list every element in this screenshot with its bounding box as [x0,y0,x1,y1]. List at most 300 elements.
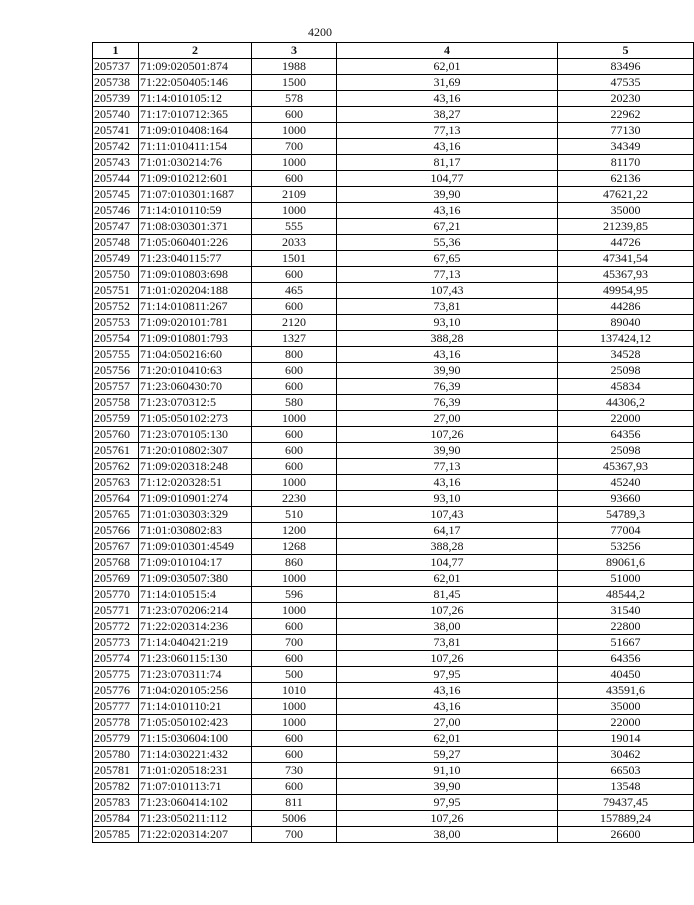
area-value-cell: 811 [252,795,337,811]
rate-value-cell: 93,10 [337,491,558,507]
cadastral-number-cell: 71:05:050102:273 [139,411,252,427]
total-value-cell: 53256 [558,539,694,555]
table-row [93,139,694,155]
record-number-cell: 205763 [93,475,139,491]
page-number: 4200 [308,25,332,39]
record-number-cell: 205764 [93,491,139,507]
area-value-cell: 600 [252,779,337,795]
area-value-cell: 1988 [252,59,337,75]
record-number-cell: 205741 [93,123,139,139]
total-value-cell: 20230 [558,91,694,107]
area-value-cell: 596 [252,587,337,603]
total-value-cell: 22800 [558,619,694,635]
area-value-cell: 510 [252,507,337,523]
cadastral-number-cell: 71:17:010712:365 [139,107,252,123]
record-number-cell: 205770 [93,587,139,603]
cadastral-number-cell: 71:07:010301:1687 [139,187,252,203]
record-number-cell: 205751 [93,283,139,299]
record-number-cell: 205783 [93,795,139,811]
rate-value-cell: 43,16 [337,203,558,219]
cadastral-number-cell: 71:23:070311:74 [139,667,252,683]
cadastral-number-cell: 71:05:050102:423 [139,715,252,731]
registry-table [92,42,694,843]
table-row [93,587,694,603]
record-number-cell: 205743 [93,155,139,171]
total-value-cell: 35000 [558,699,694,715]
rate-value-cell: 43,16 [337,699,558,715]
cadastral-number-cell: 71:23:060414:102 [139,795,252,811]
cadastral-number-cell: 71:04:050216:60 [139,347,252,363]
table-row [93,635,694,651]
rate-value-cell: 39,90 [337,187,558,203]
cadastral-number-cell: 71:11:010411:154 [139,139,252,155]
cadastral-number-cell: 71:09:020101:781 [139,315,252,331]
total-value-cell: 35000 [558,203,694,219]
record-number-cell: 205766 [93,523,139,539]
table-row [93,75,694,91]
record-number-cell: 205740 [93,107,139,123]
total-value-cell: 19014 [558,731,694,747]
total-value-cell: 45834 [558,379,694,395]
total-value-cell: 44286 [558,299,694,315]
table-row [93,507,694,523]
cadastral-number-cell: 71:09:010104:17 [139,555,252,571]
area-value-cell: 600 [252,171,337,187]
total-value-cell: 47341,54 [558,251,694,267]
rate-value-cell: 104,77 [337,555,558,571]
table-row [93,667,694,683]
total-value-cell: 34349 [558,139,694,155]
total-value-cell: 89061,6 [558,555,694,571]
record-number-cell: 205782 [93,779,139,795]
total-value-cell: 49954,95 [558,283,694,299]
total-value-cell: 137424,12 [558,331,694,347]
record-number-cell: 205781 [93,763,139,779]
rate-value-cell: 67,21 [337,219,558,235]
total-value-cell: 45367,93 [558,267,694,283]
cadastral-number-cell: 71:09:010212:601 [139,171,252,187]
cadastral-number-cell: 71:23:070312:5 [139,395,252,411]
total-value-cell: 89040 [558,315,694,331]
area-value-cell: 700 [252,635,337,651]
cadastral-number-cell: 71:14:010110:21 [139,699,252,715]
rate-value-cell: 107,26 [337,603,558,619]
record-number-cell: 205768 [93,555,139,571]
table-row [93,267,694,283]
area-value-cell: 1327 [252,331,337,347]
table-row [93,555,694,571]
rate-value-cell: 91,10 [337,763,558,779]
rate-value-cell: 81,17 [337,155,558,171]
cadastral-number-cell: 71:05:060401:226 [139,235,252,251]
rate-value-cell: 39,90 [337,363,558,379]
cadastral-number-cell: 71:09:020501:874 [139,59,252,75]
record-number-cell: 205756 [93,363,139,379]
record-number-cell: 205785 [93,827,139,843]
total-value-cell: 64356 [558,427,694,443]
total-value-cell: 21239,85 [558,219,694,235]
area-value-cell: 1000 [252,715,337,731]
rate-value-cell: 43,16 [337,347,558,363]
rate-value-cell: 62,01 [337,571,558,587]
rate-value-cell: 73,81 [337,635,558,651]
area-value-cell: 465 [252,283,337,299]
rate-value-cell: 81,45 [337,587,558,603]
record-number-cell: 205744 [93,171,139,187]
area-value-cell: 700 [252,827,337,843]
cadastral-number-cell: 71:23:070206:214 [139,603,252,619]
cadastral-number-cell: 71:14:010110:59 [139,203,252,219]
total-value-cell: 81170 [558,155,694,171]
cadastral-number-cell: 71:23:050211:112 [139,811,252,827]
column-header-4: 4 [337,43,558,59]
rate-value-cell: 55,36 [337,235,558,251]
area-value-cell: 1000 [252,203,337,219]
area-value-cell: 1500 [252,75,337,91]
area-value-cell: 1000 [252,155,337,171]
cadastral-number-cell: 71:23:060430:70 [139,379,252,395]
table-row [93,731,694,747]
rate-value-cell: 97,95 [337,667,558,683]
area-value-cell: 730 [252,763,337,779]
area-value-cell: 2120 [252,315,337,331]
table-row [93,395,694,411]
table-row [93,603,694,619]
record-number-cell: 205752 [93,299,139,315]
total-value-cell: 47535 [558,75,694,91]
area-value-cell: 1268 [252,539,337,555]
total-value-cell: 54789,3 [558,507,694,523]
table-row [93,299,694,315]
rate-value-cell: 31,69 [337,75,558,91]
rate-value-cell: 43,16 [337,475,558,491]
rate-value-cell: 62,01 [337,731,558,747]
cadastral-number-cell: 71:14:010105:12 [139,91,252,107]
table-row [93,523,694,539]
record-number-cell: 205754 [93,331,139,347]
cadastral-number-cell: 71:22:050405:146 [139,75,252,91]
area-value-cell: 600 [252,427,337,443]
rate-value-cell: 27,00 [337,411,558,427]
column-header-2: 2 [139,43,252,59]
total-value-cell: 22962 [558,107,694,123]
total-value-cell: 22000 [558,411,694,427]
record-number-cell: 205784 [93,811,139,827]
record-number-cell: 205760 [93,427,139,443]
record-number-cell: 205777 [93,699,139,715]
area-value-cell: 600 [252,651,337,667]
cadastral-number-cell: 71:09:010408:164 [139,123,252,139]
rate-value-cell: 76,39 [337,379,558,395]
record-number-cell: 205769 [93,571,139,587]
total-value-cell: 25098 [558,443,694,459]
table-row [93,187,694,203]
record-number-cell: 205776 [93,683,139,699]
table-row [93,795,694,811]
area-value-cell: 860 [252,555,337,571]
table-row [93,747,694,763]
area-value-cell: 1000 [252,603,337,619]
record-number-cell: 205742 [93,139,139,155]
rate-value-cell: 107,43 [337,283,558,299]
cadastral-number-cell: 71:14:010811:267 [139,299,252,315]
rate-value-cell: 59,27 [337,747,558,763]
rate-value-cell: 77,13 [337,123,558,139]
table-row [93,251,694,267]
total-value-cell: 51667 [558,635,694,651]
rate-value-cell: 104,77 [337,171,558,187]
rate-value-cell: 107,26 [337,427,558,443]
rate-value-cell: 388,28 [337,539,558,555]
area-value-cell: 600 [252,267,337,283]
cadastral-number-cell: 71:09:030507:380 [139,571,252,587]
cadastral-number-cell: 71:14:030221:432 [139,747,252,763]
record-number-cell: 205772 [93,619,139,635]
area-value-cell: 600 [252,107,337,123]
area-value-cell: 2230 [252,491,337,507]
total-value-cell: 25098 [558,363,694,379]
cadastral-number-cell: 71:23:040115:77 [139,251,252,267]
record-number-cell: 205775 [93,667,139,683]
rate-value-cell: 73,81 [337,299,558,315]
rate-value-cell: 43,16 [337,91,558,107]
area-value-cell: 700 [252,139,337,155]
cadastral-number-cell: 71:23:070105:130 [139,427,252,443]
rate-value-cell: 27,00 [337,715,558,731]
area-value-cell: 580 [252,395,337,411]
total-value-cell: 13548 [558,779,694,795]
cadastral-number-cell: 71:23:060115:130 [139,651,252,667]
total-value-cell: 66503 [558,763,694,779]
table-row [93,539,694,555]
rate-value-cell: 39,90 [337,443,558,459]
total-value-cell: 47621,22 [558,187,694,203]
total-value-cell: 44726 [558,235,694,251]
cadastral-number-cell: 71:08:030301:371 [139,219,252,235]
cadastral-number-cell: 71:14:010515:4 [139,587,252,603]
rate-value-cell: 38,27 [337,107,558,123]
area-value-cell: 1000 [252,475,337,491]
table-row [93,427,694,443]
record-number-cell: 205738 [93,75,139,91]
total-value-cell: 34528 [558,347,694,363]
rate-value-cell: 38,00 [337,827,558,843]
cadastral-number-cell: 71:07:010113:71 [139,779,252,795]
total-value-cell: 64356 [558,651,694,667]
cadastral-number-cell: 71:20:010802:307 [139,443,252,459]
cadastral-number-cell: 71:01:020204:188 [139,283,252,299]
area-value-cell: 600 [252,747,337,763]
area-value-cell: 800 [252,347,337,363]
total-value-cell: 157889,24 [558,811,694,827]
table-row [93,491,694,507]
rate-value-cell: 107,26 [337,651,558,667]
table-row [93,331,694,347]
total-value-cell: 77004 [558,523,694,539]
rate-value-cell: 97,95 [337,795,558,811]
table-row [93,107,694,123]
record-number-cell: 205779 [93,731,139,747]
table-row [93,91,694,107]
table-row [93,459,694,475]
cadastral-number-cell: 71:01:020518:231 [139,763,252,779]
rate-value-cell: 107,26 [337,811,558,827]
rate-value-cell: 77,13 [337,267,558,283]
table-row [93,811,694,827]
total-value-cell: 93660 [558,491,694,507]
total-value-cell: 44306,2 [558,395,694,411]
rate-value-cell: 107,43 [337,507,558,523]
area-value-cell: 600 [252,619,337,635]
area-value-cell: 600 [252,443,337,459]
total-value-cell: 45367,93 [558,459,694,475]
column-header-3: 3 [252,43,337,59]
record-number-cell: 205773 [93,635,139,651]
table-row [93,59,694,75]
cadastral-number-cell: 71:01:030802:83 [139,523,252,539]
rate-value-cell: 64,17 [337,523,558,539]
record-number-cell: 205753 [93,315,139,331]
column-header-1: 1 [93,43,139,59]
record-number-cell: 205780 [93,747,139,763]
record-number-cell: 205765 [93,507,139,523]
table-row [93,475,694,491]
table-row [93,155,694,171]
total-value-cell: 83496 [558,59,694,75]
cadastral-number-cell: 71:12:020328:51 [139,475,252,491]
record-number-cell: 205757 [93,379,139,395]
total-value-cell: 26600 [558,827,694,843]
total-value-cell: 62136 [558,171,694,187]
area-value-cell: 5006 [252,811,337,827]
total-value-cell: 40450 [558,667,694,683]
record-number-cell: 205758 [93,395,139,411]
cadastral-number-cell: 71:09:010901:274 [139,491,252,507]
area-value-cell: 2033 [252,235,337,251]
rate-value-cell: 77,13 [337,459,558,475]
cadastral-number-cell: 71:01:030214:76 [139,155,252,171]
cadastral-number-cell: 71:15:030604:100 [139,731,252,747]
table-row [93,347,694,363]
table-row [93,571,694,587]
record-number-cell: 205746 [93,203,139,219]
area-value-cell: 600 [252,379,337,395]
rate-value-cell: 43,16 [337,683,558,699]
area-value-cell: 1200 [252,523,337,539]
table-row [93,683,694,699]
area-value-cell: 1000 [252,411,337,427]
total-value-cell: 77130 [558,123,694,139]
table-row [93,827,694,843]
area-value-cell: 600 [252,731,337,747]
area-value-cell: 1010 [252,683,337,699]
area-value-cell: 555 [252,219,337,235]
cadastral-number-cell: 71:14:040421:219 [139,635,252,651]
table-row [93,411,694,427]
header-row [93,43,694,59]
area-value-cell: 600 [252,363,337,379]
record-number-cell: 205759 [93,411,139,427]
cadastral-number-cell: 71:20:010410:63 [139,363,252,379]
rate-value-cell: 43,16 [337,139,558,155]
record-number-cell: 205778 [93,715,139,731]
total-value-cell: 43591,6 [558,683,694,699]
table-body [93,59,694,843]
record-number-cell: 205761 [93,443,139,459]
total-value-cell: 30462 [558,747,694,763]
cadastral-number-cell: 71:22:020314:207 [139,827,252,843]
cadastral-number-cell: 71:04:020105:256 [139,683,252,699]
area-value-cell: 1000 [252,699,337,715]
rate-value-cell: 388,28 [337,331,558,347]
table-row [93,171,694,187]
record-number-cell: 205747 [93,219,139,235]
area-value-cell: 600 [252,299,337,315]
total-value-cell: 45240 [558,475,694,491]
total-value-cell: 51000 [558,571,694,587]
table-row [93,443,694,459]
record-number-cell: 205767 [93,539,139,555]
cadastral-number-cell: 71:09:020318:248 [139,459,252,475]
table-row [93,235,694,251]
rate-value-cell: 39,90 [337,779,558,795]
rate-value-cell: 67,65 [337,251,558,267]
record-number-cell: 205774 [93,651,139,667]
table-row [93,715,694,731]
cadastral-number-cell: 71:22:020314:236 [139,619,252,635]
area-value-cell: 600 [252,459,337,475]
record-number-cell: 205750 [93,267,139,283]
record-number-cell: 205771 [93,603,139,619]
table-header [93,43,694,59]
cadastral-number-cell: 71:09:010301:4549 [139,539,252,555]
area-value-cell: 578 [252,91,337,107]
table-row [93,619,694,635]
rate-value-cell: 76,39 [337,395,558,411]
total-value-cell: 31540 [558,603,694,619]
area-value-cell: 500 [252,667,337,683]
total-value-cell: 22000 [558,715,694,731]
total-value-cell: 48544,2 [558,587,694,603]
total-value-cell: 79437,45 [558,795,694,811]
table-row [93,379,694,395]
cadastral-number-cell: 71:09:010801:793 [139,331,252,347]
record-number-cell: 205755 [93,347,139,363]
table-row [93,203,694,219]
table-row [93,283,694,299]
record-number-cell: 205762 [93,459,139,475]
table-row [93,123,694,139]
record-number-cell: 205748 [93,235,139,251]
area-value-cell: 1000 [252,123,337,139]
cadastral-number-cell: 71:09:010803:698 [139,267,252,283]
rate-value-cell: 93,10 [337,315,558,331]
table-row [93,651,694,667]
record-number-cell: 205737 [93,59,139,75]
table-row [93,763,694,779]
record-number-cell: 205739 [93,91,139,107]
table-row [93,779,694,795]
column-header-5: 5 [558,43,694,59]
table-row [93,219,694,235]
rate-value-cell: 38,00 [337,619,558,635]
rate-value-cell: 62,01 [337,59,558,75]
area-value-cell: 1501 [252,251,337,267]
area-value-cell: 1000 [252,571,337,587]
table-row [93,699,694,715]
record-number-cell: 205745 [93,187,139,203]
table-row [93,315,694,331]
